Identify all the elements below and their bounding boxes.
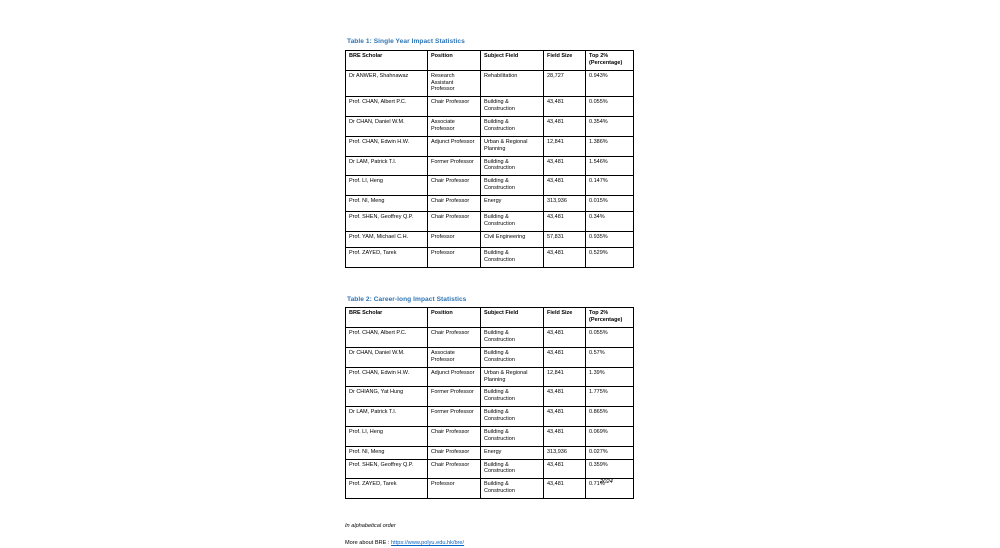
subject-field-cell: Building & Construction [481, 212, 544, 232]
position-cell: Chair Professor [428, 459, 481, 479]
table2-title: Table 2: Career-long Impact Statistics [347, 295, 467, 303]
column-header-subject-field: Subject Field [481, 50, 544, 70]
subject-field-cell: Building & Construction [481, 387, 544, 407]
position-cell: Former Professor [428, 387, 481, 407]
column-header-top-2-line2: (Percentage) [589, 317, 623, 324]
table-row [346, 97, 634, 117]
table-row [346, 136, 634, 156]
subject-field-cell: Building & Construction [481, 176, 544, 196]
table-row [346, 407, 634, 427]
position-cell: Former Professor [428, 407, 481, 427]
top-2-percentage-cell: 0.069% [586, 426, 634, 446]
table1-header [346, 50, 634, 70]
top-2-percentage-cell: 0.865% [586, 407, 634, 427]
field-size-cell: 43,481 [544, 328, 586, 348]
table-row [346, 212, 634, 232]
field-size-cell: 43,481 [544, 407, 586, 427]
subject-field-cell: Building & Construction [481, 97, 544, 117]
table1-body [346, 70, 634, 267]
column-header-top-2-line2: (Percentage) [589, 59, 623, 66]
position-cell: Research Assistant Professor [428, 70, 481, 97]
scholar-cell: Prof. NI, Meng [346, 446, 428, 459]
table-row [346, 446, 634, 459]
table-row [346, 156, 634, 176]
table-row [346, 387, 634, 407]
subject-field-cell: Building & Construction [481, 117, 544, 137]
scholar-cell: Prof. ZAYED, Tarek [346, 479, 428, 499]
subject-field-cell: Building & Construction [481, 156, 544, 176]
position-cell: Chair Professor [428, 212, 481, 232]
field-size-cell: 43,481 [544, 347, 586, 367]
subject-field-cell: Rehabilitation [481, 70, 544, 97]
subject-field-cell: Urban & Regional Planning [481, 367, 544, 387]
scholar-cell: Prof. NI, Meng [346, 196, 428, 212]
position-cell: Associate Professor [428, 347, 481, 367]
table-row [346, 328, 634, 348]
position-cell: Former Professor [428, 156, 481, 176]
field-size-cell: 43,481 [544, 97, 586, 117]
field-size-cell: 43,481 [544, 426, 586, 446]
top-2-percentage-cell: 0.57% [586, 347, 634, 367]
position-cell: Chair Professor [428, 176, 481, 196]
scholar-cell: Prof. CHAN, Edwin H.W. [346, 136, 428, 156]
table-row [346, 367, 634, 387]
field-size-cell: 28,727 [544, 70, 586, 97]
top-2-percentage-cell: 0.34% [586, 212, 634, 232]
scholar-cell: Dr ANWER, Shahnawaz [346, 70, 428, 97]
field-size-cell: 57,831 [544, 231, 586, 247]
table-row [346, 196, 634, 212]
subject-field-cell: Energy [481, 196, 544, 212]
position-cell: Chair Professor [428, 328, 481, 348]
top-2-percentage-cell: 1.386% [586, 136, 634, 156]
footer-year: 2024 [600, 479, 613, 485]
scholar-cell: Prof. YAM, Michael C.H. [346, 231, 428, 247]
note-more-about-bre [345, 540, 635, 547]
subject-field-cell: Building & Construction [481, 479, 544, 499]
top-2-percentage-cell: 0.027% [586, 446, 634, 459]
position-cell: Associate Professor [428, 117, 481, 137]
scholar-cell: Prof. LI, Heng [346, 176, 428, 196]
scholar-cell: Dr LAM, Patrick T.I. [346, 407, 428, 427]
field-size-cell: 43,481 [544, 247, 586, 267]
column-header-position: Position [428, 308, 481, 328]
table-spacer [345, 268, 635, 296]
scholar-cell: Dr CHAN, Daniel W.M. [346, 347, 428, 367]
note-more-about-label: More about BRE : [345, 540, 392, 547]
subject-field-cell: Building & Construction [481, 426, 544, 446]
scholar-cell: Prof. CHAN, Albert P.C. [346, 97, 428, 117]
field-size-cell: 12,841 [544, 136, 586, 156]
position-cell: Chair Professor [428, 446, 481, 459]
position-cell: Chair Professor [428, 97, 481, 117]
column-header-position: Position [428, 50, 481, 70]
top-2-percentage-cell: 0.055% [586, 328, 634, 348]
document-content [345, 38, 635, 548]
column-header-top-2-percentage [586, 308, 634, 328]
scholar-cell: Prof. CHAN, Albert P.C. [346, 328, 428, 348]
field-size-cell: 43,481 [544, 479, 586, 499]
position-cell: Professor [428, 231, 481, 247]
field-size-cell: 43,481 [544, 176, 586, 196]
column-header-bre-scholar: BRE Scholar [346, 308, 428, 328]
table-row [346, 70, 634, 97]
subject-field-cell: Building & Construction [481, 459, 544, 479]
table-row [346, 479, 634, 499]
top-2-percentage-cell: 0.015% [586, 196, 634, 212]
top-2-percentage-cell: 0.055% [586, 97, 634, 117]
table1-title: Table 1: Single Year Impact Statistics [347, 38, 465, 45]
column-header-top-2-line1: Top 2% [589, 310, 609, 317]
position-cell: Professor [428, 247, 481, 267]
field-size-cell: 43,481 [544, 212, 586, 232]
top-2-percentage-cell: 0.529% [586, 247, 634, 267]
top-2-percentage-cell: 1.775% [586, 387, 634, 407]
column-header-top-2-line1: Top 2% [589, 52, 609, 59]
field-size-cell: 313,936 [544, 446, 586, 459]
table-row [346, 247, 634, 267]
field-size-cell: 12,841 [544, 367, 586, 387]
table-row [346, 426, 634, 446]
column-header-bre-scholar: BRE Scholar [346, 50, 428, 70]
table2-header [346, 308, 634, 328]
field-size-cell: 43,481 [544, 459, 586, 479]
scholar-cell: Dr CHIANG, Yat Hung [346, 387, 428, 407]
table-row [346, 117, 634, 137]
subject-field-cell: Building & Construction [481, 347, 544, 367]
table2-body [346, 328, 634, 499]
subject-field-cell: Building & Construction [481, 247, 544, 267]
bre-website-link[interactable]: https://www.polyu.edu.hk/bre/ [391, 540, 465, 547]
column-header-subject-field: Subject Field [481, 308, 544, 328]
table2-career-long-impact-statistics [345, 307, 634, 499]
top-2-percentage-cell: 1.39% [586, 367, 634, 387]
top-2-percentage-cell: 0.147% [586, 176, 634, 196]
table-header-row [346, 50, 634, 70]
table-header-row [346, 308, 634, 328]
top-2-percentage-cell: 0.935% [586, 231, 634, 247]
scholar-cell: Dr CHAN, Daniel W.M. [346, 117, 428, 137]
table-row [346, 176, 634, 196]
column-header-field-size: Field Size [544, 308, 586, 328]
subject-field-cell: Urban & Regional Planning [481, 136, 544, 156]
document-notes [345, 523, 635, 548]
column-header-top-2-percentage [586, 50, 634, 70]
subject-field-cell: Building & Construction [481, 328, 544, 348]
scholar-cell: Prof. SHEN, Geoffrey Q.P. [346, 212, 428, 232]
top-2-percentage-cell: 0.943% [586, 70, 634, 97]
field-size-cell: 43,481 [544, 117, 586, 137]
top-2-percentage-cell: 0.354% [586, 117, 634, 137]
scholar-cell: Prof. CHAN, Edwin H.W. [346, 367, 428, 387]
position-cell: Chair Professor [428, 426, 481, 446]
field-size-cell: 43,481 [544, 387, 586, 407]
subject-field-cell: Building & Construction [481, 407, 544, 427]
top-2-percentage-cell: 0.71% [586, 479, 634, 499]
field-size-cell: 313,936 [544, 196, 586, 212]
field-size-cell: 43,481 [544, 156, 586, 176]
position-cell: Chair Professor [428, 196, 481, 212]
subject-field-cell: Civil Engineering [481, 231, 544, 247]
position-cell: Adjunct Professor [428, 367, 481, 387]
scholar-cell: Prof. LI, Heng [346, 426, 428, 446]
table1-single-year-impact-statistics [345, 50, 634, 268]
position-cell: Professor [428, 479, 481, 499]
top-2-percentage-cell: 1.546% [586, 156, 634, 176]
scholar-cell: Dr LAM, Patrick T.I. [346, 156, 428, 176]
table-row [346, 231, 634, 247]
position-cell: Adjunct Professor [428, 136, 481, 156]
scholar-cell: Prof. ZAYED, Tarek [346, 247, 428, 267]
table-row [346, 347, 634, 367]
subject-field-cell: Energy [481, 446, 544, 459]
table-row [346, 459, 634, 479]
note-alphabetical-order: In alphabetical order [345, 523, 396, 530]
scholar-cell: Prof. SHEN, Geoffrey Q.P. [346, 459, 428, 479]
top-2-percentage-cell: 0.359% [586, 459, 634, 479]
column-header-field-size: Field Size [544, 50, 586, 70]
